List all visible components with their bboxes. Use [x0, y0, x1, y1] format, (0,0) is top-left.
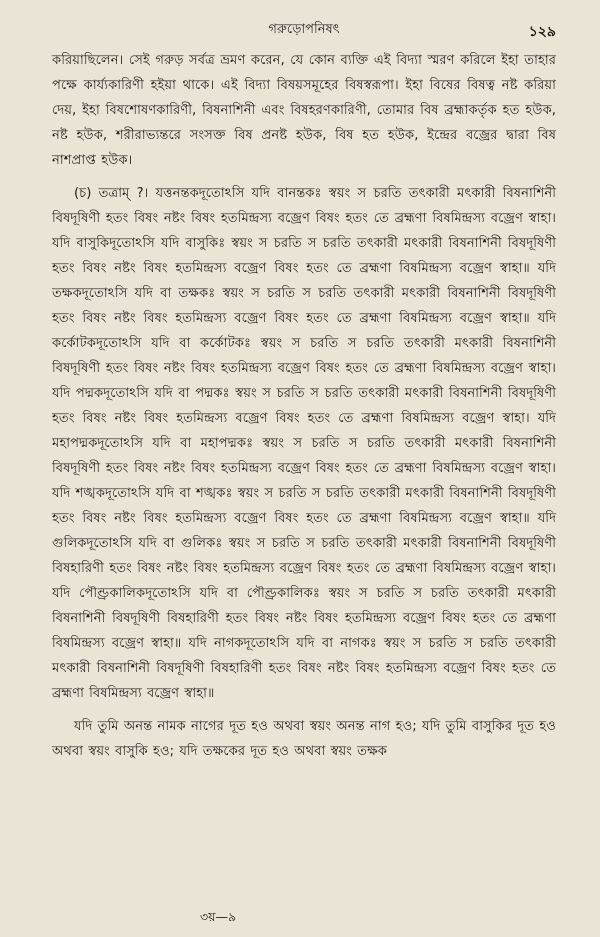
- paragraph-translation-end: করিয়াছিলেন। সেই গরুড় সর্বত্র ভ্রমণ করেন, যে কোন ব্যক্তি এই বিদ্যা স্মরণ করিলে ইহা তাহার পক্ষে কার্য্যকারিণী হইয়া থাকে। এই বিদ্যা বিষয়সমূহের বিষস্বরূপা। ইহা বিষের বিষত্ব নষ্ট করিয়া দেয়, ইহা বিষশোষণকারিণী, বিষনাশিনী এবং বিষহরণকারিণী, তোমার বিষ ব্রহ্মাকর্তৃক হত হউক, নষ্ট হউক, শরীরাভ্যন্তরে সংসক্ত বিষ প্রনষ্ট হউক, বিষ হত হউক, ইন্দ্রের বজ্রের দ্বারা বিষ নাশপ্রাপ্ত হউক।: [52, 53, 556, 168]
- paragraph-bengali-translation: যদি তুমি অনন্ত নামক নাগের দূত হও অথবা স্বয়ং অনন্ত নাগ হও; যদি তুমি বাসুকির দূত হও অথবা স্বয়ং বাসুকি হও; যদি তক্ষকের দূত হও অথবা স্বয়ং তক্ষক: [52, 719, 556, 759]
- page-number: ১২৯: [528, 24, 556, 40]
- page-header: [52, 10, 556, 40]
- paragraph-sanskrit-mantra: (চ) তত্রাম্ ?। যত্তনন্তকদূতোঽসি যদি বানন্তকঃ স্বয়ং স চরতি তৎকারী মৎকারী বিষনাশিনী বিষদূষিণী হতং বিষং নষ্টং বিষং হতমিন্দ্রস্য বজ্রেণ বিষং হতং তে ব্রহ্মণা বিষমিন্দ্রস্য বজ্রেণ স্বাহা। যদি বাসুকিদূতোঽসি যদি বাসুকিঃ স্বয়ং স চরতি স চরতি তৎকারী মৎকারী বিষনাশিনী বিষদূষিণী হতং বিষং নষ্টং বিষং হতমিন্দ্রস্য বজ্রেণ বিষং হতং তে ব্রহ্মণা বিষমিন্দ্রস্য বজ্রেণ স্বাহা॥ যদি তক্ষকদূতোঽসি যদি বা তক্ষকঃ স্বয়ং স চরতি স চরতি তৎকারী মৎকারী বিষনাশিনী বিষদূষিণী হতং বিষং নষ্টং বিষং হতমিন্দ্রস্য বজ্রেণ বিষং হতং তে ব্রহ্মণা বিষমিন্দ্রস্য বজ্রেণ স্বাহা॥ যদি কর্কোটকদূতোঽসি যদি বা কর্কোটকঃ স্বয়ং স চরতি স চরতি তৎকারী মৎকারী বিষনাশিনী বিষদূষিণী হতং বিষং নষ্টং বিষং হতমিন্দ্রস্য বজ্রেণ বিষং হতং তে ব্রহ্মণা বিষমিন্দ্রস্য বজ্রেণ স্বাহা। যদি পদ্মকদূতোঽসি যদি বা পদ্মকঃ স্বয়ং স চরতি স চরতি তৎকারী মৎকারী বিষনাশিনী বিষদূষিণী হতং বিষং নষ্টং বিষং হতমিন্দ্রস্য বজ্রেণ বিষং হতং তে ব্রহ্মণা বিষমিন্দ্রস্য বজ্রেণ স্বাহা। যদি মহাপদ্মকদূতোঽসি যদি বা মহাপদ্মকঃ স্বয়ং স চরতি স চরতি তৎকারী মৎকারী বিষনাশিনী বিষদূষিণী হতং বিষং নষ্টং বিষং হতমিন্দ্রস্য বজ্রেণ বিষং হতং তে ব্রহ্মণা বিষমিন্দ্রস্য বজ্রেণ স্বাহা। যদি শঙ্খকদূতোঽসি যদি বা শঙ্খকঃ স্বয়ং স চরতি স চরতি তৎকারী মৎকারী বিষনাশিনী বিষদূষিণী হতং বিষং নষ্টং বিষং হতমিন্দ্রস্য বজ্রেণ বিষং হতং তে ব্রহ্মণা বিষমিন্দ্রস্য বজ্রেণ স্বাহা॥ যদি গুলিকদূতোঽসি যদি বা গুলিকঃ স্বয়ং স চরতি স চরতি তৎকারী মৎকারী বিষনাশিনী বিষদূষিণী বিষহারিণী হতং বিষং নষ্টং বিষং হতমিন্দ্রস্য বজ্রেণ বিষং হতং তে ব্রহ্মণা বিষমিন্দ্রস্য বজ্রেণ স্বাহা। যদি পৌণ্ড্রকালিকদূতোঽসি যদি বা পৌণ্ড্রকালিকঃ স্বয়ং স চরতি স চরতি তৎকারী মৎকারী বিষনাশিনী বিষদূষিণী বিষহারিণী হতং বিষং নষ্টং বিষং হতমিন্দ্রস্য বজ্রেণ বিষং হতং তে ব্রহ্মণা বিষমিন্দ্রস্য বজ্রেণ স্বাহা॥ যদি নাগকদূতোঽসি যদি বা নাগকঃ স্বয়ং স চরতি স চরতি তৎকারী মৎকারী বিষনাশিনী বিষদূষিণী বিষহারিণী হতং বিষং নষ্টং বিষং হতমিন্দ্রস্য বজ্রেণ বিষং হতং তে ব্রহ্মণা বিষমিন্দ্রস্য বজ্রেণ স্বাহা॥: [52, 186, 556, 701]
- running-title: গরুড়োপনিষৎ: [268, 22, 340, 37]
- printer-signature-mark: ৩য়—৯: [200, 909, 237, 924]
